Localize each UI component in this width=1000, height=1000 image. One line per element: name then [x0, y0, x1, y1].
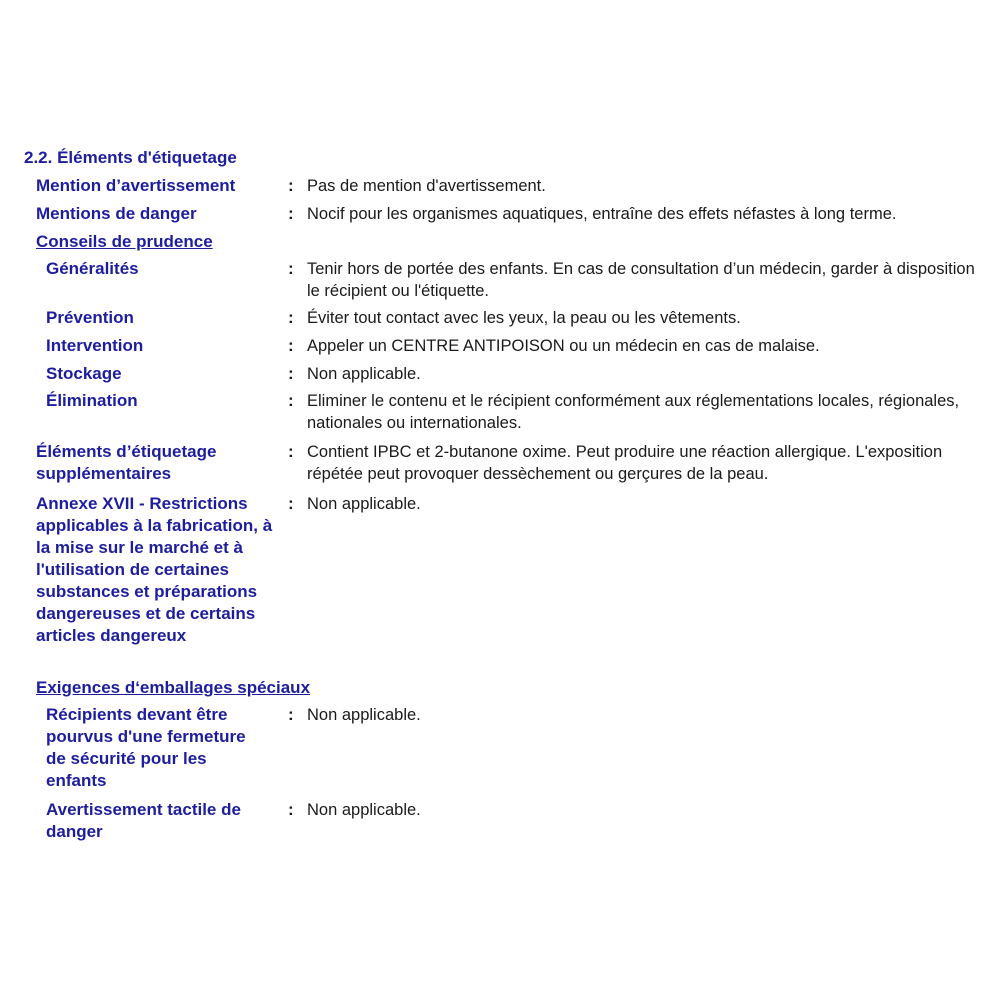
value-intervention: Appeler un CENTRE ANTIPOISON ou un médecin en cas de malaise. — [307, 337, 820, 355]
value-generalites: Tenir hors de portée des enfants. En cas de consultation d’un médecin, garder à disposition le récipient ou l'étiquette. — [307, 260, 975, 300]
value-mentions-danger: Nocif pour les organismes aquatiques, entraîne des effets néfastes à long terme. — [307, 205, 897, 223]
label-annexe-xvii: Annexe XVII - Restrictions applicables à la fabrication, à la mise sur le marché et à l'utilisation de certaines substances et préparations dangereuses et de certains articles dangereux — [36, 494, 273, 645]
label-stockage: Stockage — [46, 364, 122, 383]
label-generalites: Généralités — [46, 259, 139, 278]
separator-colon: : — [288, 308, 294, 327]
value-prevention: Éviter tout contact avec les yeux, la peau ou les vêtements. — [307, 309, 741, 327]
separator-colon: : — [288, 259, 294, 278]
label-elements-supplementaires: Éléments d’étiquetage supplémentaires — [36, 442, 217, 483]
label-avertissement-tactile: Avertissement tactile de danger — [46, 800, 241, 841]
value-annexe-xvii: Non applicable. — [307, 495, 421, 513]
label-recipients-fermeture: Récipients devant être pourvus d'une fermeture de sécurité pour les enfants — [46, 705, 246, 790]
label-mentions-danger: Mentions de danger — [36, 204, 197, 223]
separator-colon: : — [288, 494, 294, 513]
separator-colon: : — [288, 391, 294, 410]
separator-colon: : — [288, 800, 294, 819]
label-elimination: Élimination — [46, 391, 138, 410]
separator-colon: : — [288, 364, 294, 383]
subheading-exigences-emballages: Exigences d‘emballages spéciaux — [36, 678, 311, 697]
subheading-conseils-prudence: Conseils de prudence — [36, 232, 213, 251]
value-mention-avertissement: Pas de mention d'avertissement. — [307, 177, 546, 195]
value-elements-supplementaires: Contient IPBC et 2-butanone oxime. Peut produire une réaction allergique. L'exposition répétée peut provoquer dessèchement ou gerçures de la peau. — [307, 443, 943, 483]
separator-colon: : — [288, 336, 294, 355]
value-recipients-fermeture: Non applicable. — [307, 706, 421, 724]
value-stockage: Non applicable. — [307, 365, 421, 383]
separator-colon: : — [288, 705, 294, 724]
value-avertissement-tactile: Non applicable. — [307, 801, 421, 819]
separator-colon: : — [288, 442, 294, 461]
section-heading: 2.2. Éléments d'étiquetage — [24, 148, 237, 167]
separator-colon: : — [288, 176, 294, 195]
separator-colon: : — [288, 204, 294, 223]
label-prevention: Prévention — [46, 308, 134, 327]
label-intervention: Intervention — [46, 336, 144, 355]
value-elimination: Eliminer le contenu et le récipient conformément aux réglementations locales, régionales, nationales ou internationales. — [307, 392, 960, 432]
label-mention-avertissement: Mention d’avertissement — [36, 176, 236, 195]
